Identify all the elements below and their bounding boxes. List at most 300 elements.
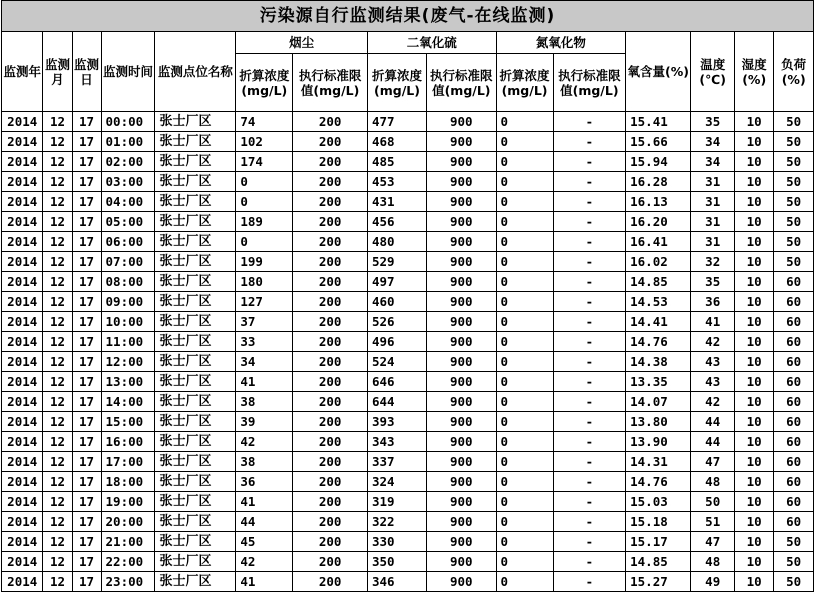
cell-site: 张士厂区 — [155, 512, 236, 532]
header-humidity: 湿度(%) — [734, 32, 773, 112]
header-year: 监测年 — [2, 32, 43, 112]
cell-so2-conc: 480 — [367, 232, 426, 252]
cell-site: 张士厂区 — [155, 152, 236, 172]
cell-oxygen: 13.80 — [626, 412, 691, 432]
cell-site: 张士厂区 — [155, 292, 236, 312]
cell-so2-conc: 477 — [367, 112, 426, 132]
cell-humidity: 10 — [734, 272, 773, 292]
cell-year: 2014 — [2, 332, 43, 352]
cell-year: 2014 — [2, 432, 43, 452]
cell-nox-limit: - — [553, 312, 626, 332]
cell-month: 12 — [43, 212, 72, 232]
cell-temp: 34 — [691, 152, 735, 172]
table-row — [2, 452, 814, 472]
cell-smoke-limit: 200 — [293, 512, 368, 532]
cell-temp: 36 — [691, 292, 735, 312]
cell-month: 12 — [43, 172, 72, 192]
table-row — [2, 532, 814, 552]
cell-year: 2014 — [2, 252, 43, 272]
cell-so2-limit: 900 — [427, 512, 496, 532]
cell-smoke-limit: 200 — [293, 172, 368, 192]
cell-so2-conc: 485 — [367, 152, 426, 172]
cell-so2-limit: 900 — [427, 552, 496, 572]
cell-nox-limit: - — [553, 112, 626, 132]
cell-so2-conc: 431 — [367, 192, 426, 212]
cell-nox-conc: 0 — [496, 572, 553, 592]
cell-day: 17 — [72, 392, 101, 412]
cell-temp: 51 — [691, 512, 735, 532]
cell-month: 12 — [43, 532, 72, 552]
cell-day: 17 — [72, 512, 101, 532]
table-row — [2, 472, 814, 492]
cell-month: 12 — [43, 312, 72, 332]
cell-year: 2014 — [2, 232, 43, 252]
cell-nox-conc: 0 — [496, 272, 553, 292]
cell-year: 2014 — [2, 532, 43, 552]
cell-month: 12 — [43, 272, 72, 292]
cell-smoke-limit: 200 — [293, 412, 368, 432]
cell-smoke-conc: 127 — [236, 292, 293, 312]
cell-so2-conc: 496 — [367, 332, 426, 352]
table-row — [2, 552, 814, 572]
cell-oxygen: 16.28 — [626, 172, 691, 192]
table-row — [2, 192, 814, 212]
cell-month: 12 — [43, 232, 72, 252]
cell-site: 张士厂区 — [155, 232, 236, 252]
cell-day: 17 — [72, 332, 101, 352]
cell-day: 17 — [72, 152, 101, 172]
cell-oxygen: 15.94 — [626, 152, 691, 172]
cell-smoke-limit: 200 — [293, 552, 368, 572]
cell-smoke-limit: 200 — [293, 192, 368, 212]
cell-nox-conc: 0 — [496, 412, 553, 432]
cell-site: 张士厂区 — [155, 432, 236, 452]
cell-nox-limit: - — [553, 132, 626, 152]
cell-load: 50 — [774, 112, 814, 132]
cell-time: 13:00 — [101, 372, 155, 392]
cell-humidity: 10 — [734, 312, 773, 332]
cell-so2-conc: 322 — [367, 512, 426, 532]
header-nox-limit: 执行标准限值(mg/L) — [553, 54, 626, 112]
cell-so2-conc: 456 — [367, 212, 426, 232]
cell-oxygen: 16.20 — [626, 212, 691, 232]
monitoring-table — [1, 0, 814, 592]
cell-humidity: 10 — [734, 352, 773, 372]
cell-day: 17 — [72, 272, 101, 292]
cell-site: 张士厂区 — [155, 532, 236, 552]
cell-time: 12:00 — [101, 352, 155, 372]
header-so2-conc: 折算浓度(mg/L) — [367, 54, 426, 112]
cell-humidity: 10 — [734, 372, 773, 392]
cell-year: 2014 — [2, 392, 43, 412]
cell-day: 17 — [72, 132, 101, 152]
cell-so2-limit: 900 — [427, 252, 496, 272]
cell-temp: 31 — [691, 212, 735, 232]
cell-year: 2014 — [2, 492, 43, 512]
cell-load: 60 — [774, 272, 814, 292]
cell-oxygen: 15.03 — [626, 492, 691, 512]
cell-nox-conc: 0 — [496, 112, 553, 132]
cell-nox-limit: - — [553, 212, 626, 232]
cell-nox-conc: 0 — [496, 532, 553, 552]
table-row — [2, 492, 814, 512]
table-row — [2, 252, 814, 272]
cell-temp: 31 — [691, 172, 735, 192]
cell-smoke-limit: 200 — [293, 452, 368, 472]
cell-so2-conc: 330 — [367, 532, 426, 552]
cell-so2-limit: 900 — [427, 352, 496, 372]
cell-nox-limit: - — [553, 192, 626, 212]
cell-nox-limit: - — [553, 572, 626, 592]
cell-oxygen: 16.02 — [626, 252, 691, 272]
cell-oxygen: 14.38 — [626, 352, 691, 372]
cell-temp: 43 — [691, 372, 735, 392]
cell-smoke-conc: 102 — [236, 132, 293, 152]
cell-so2-limit: 900 — [427, 312, 496, 332]
cell-nox-conc: 0 — [496, 172, 553, 192]
cell-load: 60 — [774, 452, 814, 472]
cell-smoke-limit: 200 — [293, 292, 368, 312]
cell-month: 12 — [43, 132, 72, 152]
cell-nox-limit: - — [553, 152, 626, 172]
cell-so2-limit: 900 — [427, 412, 496, 432]
cell-smoke-limit: 200 — [293, 572, 368, 592]
cell-so2-conc: 524 — [367, 352, 426, 372]
cell-oxygen: 14.07 — [626, 392, 691, 412]
cell-temp: 42 — [691, 332, 735, 352]
cell-year: 2014 — [2, 172, 43, 192]
cell-day: 17 — [72, 232, 101, 252]
cell-year: 2014 — [2, 552, 43, 572]
cell-nox-limit: - — [553, 172, 626, 192]
cell-time: 16:00 — [101, 432, 155, 452]
cell-month: 12 — [43, 352, 72, 372]
cell-humidity: 10 — [734, 212, 773, 232]
cell-humidity: 10 — [734, 512, 773, 532]
table-row — [2, 132, 814, 152]
cell-month: 12 — [43, 332, 72, 352]
cell-smoke-limit: 200 — [293, 132, 368, 152]
cell-so2-conc: 346 — [367, 572, 426, 592]
cell-smoke-conc: 41 — [236, 372, 293, 392]
cell-time: 14:00 — [101, 392, 155, 412]
cell-time: 08:00 — [101, 272, 155, 292]
cell-oxygen: 16.41 — [626, 232, 691, 252]
table-body — [2, 112, 814, 592]
cell-nox-conc: 0 — [496, 312, 553, 332]
cell-month: 12 — [43, 412, 72, 432]
cell-temp: 35 — [691, 112, 735, 132]
cell-day: 17 — [72, 432, 101, 452]
cell-load: 60 — [774, 412, 814, 432]
cell-so2-limit: 900 — [427, 112, 496, 132]
cell-so2-conc: 393 — [367, 412, 426, 432]
table-row — [2, 572, 814, 592]
cell-so2-limit: 900 — [427, 392, 496, 412]
cell-smoke-conc: 39 — [236, 412, 293, 432]
cell-oxygen: 15.17 — [626, 532, 691, 552]
cell-oxygen: 14.41 — [626, 312, 691, 332]
cell-humidity: 10 — [734, 232, 773, 252]
cell-nox-limit: - — [553, 352, 626, 372]
cell-smoke-conc: 36 — [236, 472, 293, 492]
cell-day: 17 — [72, 532, 101, 552]
cell-so2-limit: 900 — [427, 332, 496, 352]
cell-site: 张士厂区 — [155, 492, 236, 512]
cell-site: 张士厂区 — [155, 332, 236, 352]
cell-oxygen: 14.31 — [626, 452, 691, 472]
cell-load: 50 — [774, 192, 814, 212]
cell-so2-limit: 900 — [427, 292, 496, 312]
table-row — [2, 112, 814, 132]
cell-oxygen: 15.66 — [626, 132, 691, 152]
cell-site: 张士厂区 — [155, 392, 236, 412]
cell-year: 2014 — [2, 572, 43, 592]
cell-so2-conc: 644 — [367, 392, 426, 412]
cell-month: 12 — [43, 112, 72, 132]
cell-so2-conc: 497 — [367, 272, 426, 292]
cell-smoke-conc: 34 — [236, 352, 293, 372]
cell-nox-limit: - — [553, 332, 626, 352]
cell-so2-limit: 900 — [427, 452, 496, 472]
cell-site: 张士厂区 — [155, 552, 236, 572]
cell-nox-conc: 0 — [496, 512, 553, 532]
header-temp: 温度(℃) — [691, 32, 735, 112]
cell-load: 60 — [774, 472, 814, 492]
cell-humidity: 10 — [734, 432, 773, 452]
cell-day: 17 — [72, 552, 101, 572]
cell-day: 17 — [72, 312, 101, 332]
cell-humidity: 10 — [734, 492, 773, 512]
cell-so2-limit: 900 — [427, 152, 496, 172]
cell-nox-limit: - — [553, 412, 626, 432]
report-title: 污染源自行监测结果(废气-在线监测) — [2, 1, 814, 32]
cell-so2-conc: 460 — [367, 292, 426, 312]
cell-humidity: 10 — [734, 172, 773, 192]
cell-day: 17 — [72, 252, 101, 272]
cell-time: 18:00 — [101, 472, 155, 492]
cell-day: 17 — [72, 452, 101, 472]
cell-time: 05:00 — [101, 212, 155, 232]
cell-temp: 48 — [691, 552, 735, 572]
cell-month: 12 — [43, 492, 72, 512]
cell-so2-conc: 324 — [367, 472, 426, 492]
cell-humidity: 10 — [734, 132, 773, 152]
cell-smoke-limit: 200 — [293, 372, 368, 392]
cell-day: 17 — [72, 212, 101, 232]
cell-nox-limit: - — [553, 252, 626, 272]
cell-site: 张士厂区 — [155, 272, 236, 292]
cell-day: 17 — [72, 292, 101, 312]
cell-load: 60 — [774, 392, 814, 412]
cell-humidity: 10 — [734, 292, 773, 312]
cell-smoke-conc: 44 — [236, 512, 293, 532]
cell-so2-conc: 343 — [367, 432, 426, 452]
table-row — [2, 152, 814, 172]
cell-nox-conc: 0 — [496, 212, 553, 232]
cell-temp: 47 — [691, 452, 735, 472]
cell-nox-limit: - — [553, 532, 626, 552]
cell-so2-conc: 319 — [367, 492, 426, 512]
cell-smoke-limit: 200 — [293, 212, 368, 232]
cell-month: 12 — [43, 432, 72, 452]
table-row — [2, 372, 814, 392]
cell-site: 张士厂区 — [155, 452, 236, 472]
cell-nox-conc: 0 — [496, 472, 553, 492]
cell-site: 张士厂区 — [155, 572, 236, 592]
cell-year: 2014 — [2, 292, 43, 312]
cell-year: 2014 — [2, 472, 43, 492]
cell-nox-conc: 0 — [496, 392, 553, 412]
cell-smoke-limit: 200 — [293, 332, 368, 352]
cell-smoke-conc: 33 — [236, 332, 293, 352]
cell-time: 15:00 — [101, 412, 155, 432]
table-row — [2, 172, 814, 192]
cell-so2-limit: 900 — [427, 232, 496, 252]
cell-so2-conc: 646 — [367, 372, 426, 392]
cell-site: 张士厂区 — [155, 132, 236, 152]
cell-year: 2014 — [2, 352, 43, 372]
cell-so2-limit: 900 — [427, 212, 496, 232]
cell-smoke-conc: 41 — [236, 572, 293, 592]
cell-oxygen: 14.85 — [626, 272, 691, 292]
cell-so2-limit: 900 — [427, 172, 496, 192]
cell-year: 2014 — [2, 152, 43, 172]
cell-temp: 47 — [691, 532, 735, 552]
cell-smoke-conc: 0 — [236, 232, 293, 252]
cell-day: 17 — [72, 172, 101, 192]
cell-humidity: 10 — [734, 452, 773, 472]
cell-time: 07:00 — [101, 252, 155, 272]
cell-nox-limit: - — [553, 272, 626, 292]
cell-year: 2014 — [2, 452, 43, 472]
cell-smoke-conc: 0 — [236, 172, 293, 192]
cell-smoke-limit: 200 — [293, 272, 368, 292]
cell-nox-conc: 0 — [496, 432, 553, 452]
header-month: 监测月 — [43, 32, 72, 112]
cell-smoke-conc: 174 — [236, 152, 293, 172]
table-row — [2, 212, 814, 232]
cell-month: 12 — [43, 512, 72, 532]
cell-smoke-limit: 200 — [293, 152, 368, 172]
cell-nox-conc: 0 — [496, 332, 553, 352]
cell-time: 01:00 — [101, 132, 155, 152]
cell-month: 12 — [43, 192, 72, 212]
table-row — [2, 312, 814, 332]
cell-year: 2014 — [2, 512, 43, 532]
cell-site: 张士厂区 — [155, 172, 236, 192]
cell-oxygen: 16.13 — [626, 192, 691, 212]
cell-so2-conc: 350 — [367, 552, 426, 572]
cell-year: 2014 — [2, 132, 43, 152]
cell-nox-conc: 0 — [496, 252, 553, 272]
cell-nox-conc: 0 — [496, 452, 553, 472]
cell-humidity: 10 — [734, 252, 773, 272]
cell-load: 50 — [774, 212, 814, 232]
header-so2: 二氧化硫 — [367, 32, 496, 54]
cell-so2-limit: 900 — [427, 272, 496, 292]
cell-nox-conc: 0 — [496, 292, 553, 312]
table-row — [2, 512, 814, 532]
header-time: 监测时间 — [101, 32, 155, 112]
header-nox-conc: 折算浓度(mg/L) — [496, 54, 553, 112]
cell-smoke-conc: 42 — [236, 552, 293, 572]
cell-year: 2014 — [2, 192, 43, 212]
cell-nox-conc: 0 — [496, 132, 553, 152]
cell-month: 12 — [43, 252, 72, 272]
cell-site: 张士厂区 — [155, 352, 236, 372]
cell-year: 2014 — [2, 212, 43, 232]
cell-day: 17 — [72, 492, 101, 512]
cell-load: 50 — [774, 172, 814, 192]
cell-temp: 41 — [691, 312, 735, 332]
cell-load: 60 — [774, 312, 814, 332]
cell-time: 00:00 — [101, 112, 155, 132]
cell-temp: 44 — [691, 432, 735, 452]
cell-nox-limit: - — [553, 552, 626, 572]
cell-nox-conc: 0 — [496, 352, 553, 372]
cell-humidity: 10 — [734, 412, 773, 432]
cell-smoke-limit: 200 — [293, 112, 368, 132]
cell-day: 17 — [72, 352, 101, 372]
cell-load: 60 — [774, 512, 814, 532]
cell-so2-limit: 900 — [427, 192, 496, 212]
cell-temp: 32 — [691, 252, 735, 272]
cell-temp: 48 — [691, 472, 735, 492]
cell-load: 50 — [774, 132, 814, 152]
cell-year: 2014 — [2, 312, 43, 332]
cell-smoke-limit: 200 — [293, 472, 368, 492]
cell-humidity: 10 — [734, 152, 773, 172]
header-smoke-conc: 折算浓度(mg/L) — [236, 54, 293, 112]
cell-load: 50 — [774, 572, 814, 592]
header-day: 监测日 — [72, 32, 101, 112]
cell-time: 03:00 — [101, 172, 155, 192]
header-load: 负荷(%) — [774, 32, 814, 112]
cell-nox-limit: - — [553, 452, 626, 472]
table-row — [2, 352, 814, 372]
cell-smoke-limit: 200 — [293, 432, 368, 452]
cell-load: 50 — [774, 232, 814, 252]
cell-day: 17 — [72, 112, 101, 132]
cell-site: 张士厂区 — [155, 212, 236, 232]
cell-load: 60 — [774, 432, 814, 452]
header-so2-limit: 执行标准限值(mg/L) — [427, 54, 496, 112]
cell-oxygen: 15.27 — [626, 572, 691, 592]
cell-day: 17 — [72, 372, 101, 392]
cell-oxygen: 14.76 — [626, 332, 691, 352]
cell-site: 张士厂区 — [155, 312, 236, 332]
cell-time: 23:00 — [101, 572, 155, 592]
cell-smoke-conc: 37 — [236, 312, 293, 332]
cell-temp: 49 — [691, 572, 735, 592]
cell-site: 张士厂区 — [155, 472, 236, 492]
cell-nox-limit: - — [553, 292, 626, 312]
cell-time: 10:00 — [101, 312, 155, 332]
cell-smoke-conc: 189 — [236, 212, 293, 232]
cell-smoke-limit: 200 — [293, 392, 368, 412]
table-row — [2, 292, 814, 312]
cell-temp: 50 — [691, 492, 735, 512]
cell-humidity: 10 — [734, 192, 773, 212]
cell-smoke-conc: 38 — [236, 392, 293, 412]
cell-nox-limit: - — [553, 472, 626, 492]
cell-smoke-limit: 200 — [293, 232, 368, 252]
cell-smoke-conc: 180 — [236, 272, 293, 292]
cell-year: 2014 — [2, 272, 43, 292]
cell-year: 2014 — [2, 372, 43, 392]
cell-so2-limit: 900 — [427, 432, 496, 452]
